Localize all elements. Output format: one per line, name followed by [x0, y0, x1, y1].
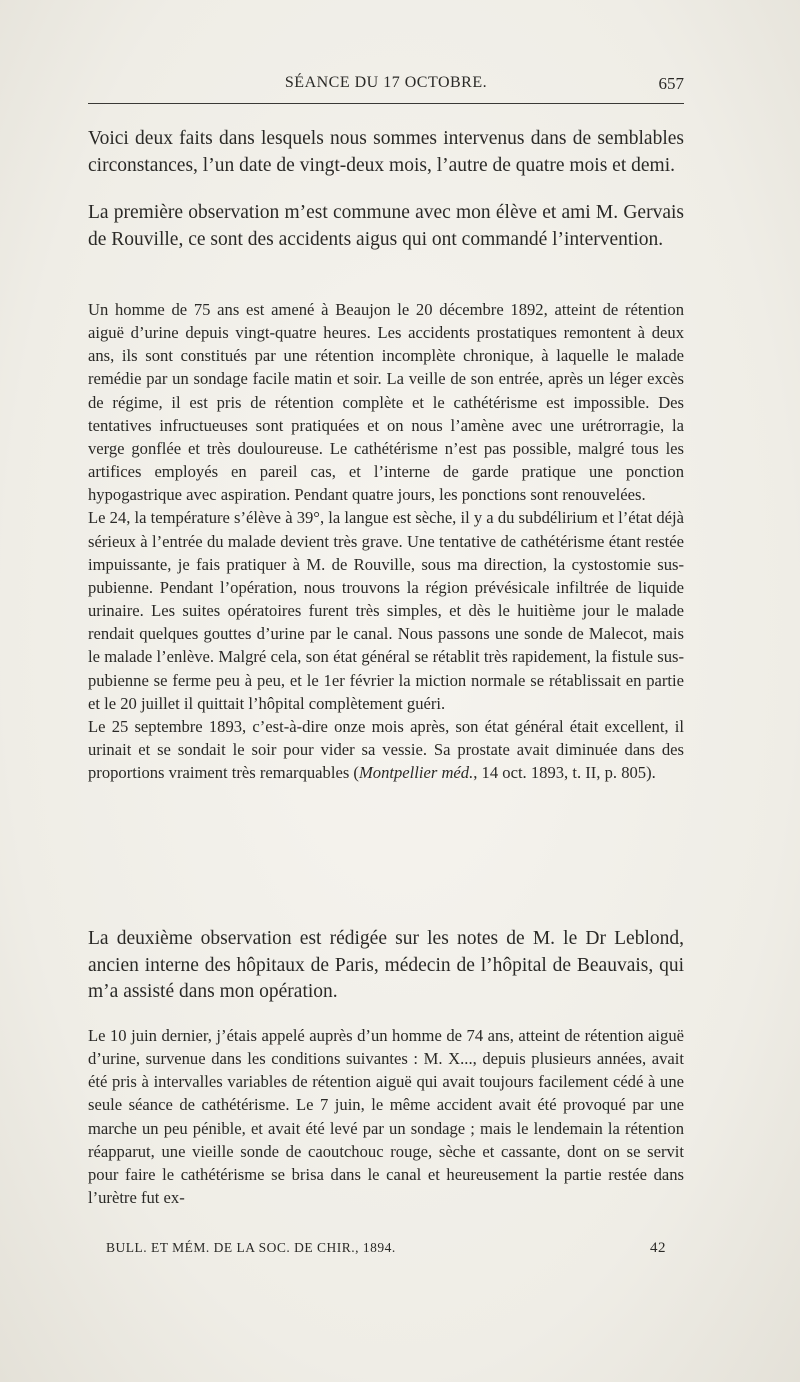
- paragraph-end: , 14 oct. 1893, t. II, p. 805).: [473, 763, 656, 783]
- footer: [106, 1240, 666, 1262]
- header-title: SÉANCE DU 17 OCTOBRE.: [284, 74, 488, 91]
- running-header: [88, 74, 684, 98]
- paragraph-text: Le 10 juin dernier, j’étais appelé auprès d’un homme de 74 ans, atteint de rétention aiguë d’urine, survenue dans les conditions suivantes : M. X..., depuis plusieurs années, avait été pris à intervalles variables de rétention aiguë qui avait toujours facilement cédé à une seule séance de cathétérisme. Le 7 juin, le même accident avait été provoqué par une marche un peu pénible, et avait été levé par un sondage ; mais le lendemain la rétention réapparut, une vieille sonde de caoutchouc rouge, sèche et cassante, dont on se servit pour faire le cathétérisme se brisa dans le canal et heureusement la partie restée dans l’urètre fut ex-: [88, 1026, 684, 1208]
- paragraph-text: La première observation m’est commune avec mon élève et ami M. Gervais de Rouville, ce sont des accidents aigus qui ont commandé l’intervention.: [88, 202, 684, 250]
- paragraph-second-observation: [88, 926, 684, 1006]
- paragraph-start: Le 25 septembre 1893, c’est-à-dire onze mois après, son état général était excellent, il urinait et se sondait le soir pour vider sa vessie. Sa prostate avait diminuée dans des proportions vraiment très remarquables (: [88, 716, 684, 783]
- paragraph-intro: [88, 126, 684, 179]
- footer-signature: 42: [650, 1240, 666, 1256]
- paragraph-text: Un homme de 75 ans est amené à Beaujon le 20 décembre 1892, atteint de rétention aiguë d’urine depuis vingt-quatre heures. Les accidents prostatiques remontent à deux ans, ils sont constitués par une rétention incomplète chronique, à laquelle le malade remédie par un sondage facile matin et soir. La veille de son entrée, après un léger excès de régime, il est pris de rétention complète et le cathétérisme est impossible. Des tentatives infructueuses sont pratiquées et on nous l’amène avec une urétrorragie, la verge gonflée et très douloureuse. Le cathétérisme n’est pas possible, malgré tous les artifices employés en pareil cas, et l’interne de garde pratique une ponction hypogastrique avec aspiration. Pendant quatre jours, les ponctions sont renouvelées.: [88, 300, 684, 505]
- case-report-one: [88, 298, 684, 784]
- header-rule: [88, 103, 684, 104]
- paragraph-first-observation: [88, 200, 684, 253]
- paragraph-text: [88, 715, 684, 784]
- case-report-two: [88, 1024, 684, 1209]
- paragraph-text: La deuxième observation est rédigée sur les notes de M. le Dr Leblond, ancien interne des hôpitaux de Paris, médecin de l’hôpital de Beauvais, qui m’a assisté dans mon opération.: [88, 928, 684, 1002]
- paragraph-text: Voici deux faits dans lesquels nous sommes intervenus dans de semblables circonstances, l’un date de vingt-deux mois, l’autre de quatre mois et demi.: [88, 128, 684, 176]
- paragraph-text: Le 24, la température s’élève à 39°, la langue est sèche, il y a du subdélirium et l’état déjà sérieux à l’entrée du malade devient très grave. Une tentative de cathétérisme étant restée impuissante, je fais pratiquer à M. de Rouville, sous ma direction, la cystostomie sus-pubienne. Pendant l’opération, nous trouvons la région prévésicale infiltrée de liquide urinaire. Les suites opératoires furent très simples, et dès le huitième jour le malade rendait quelques gouttes d’urine par le canal. Nous passons une sonde de Malecot, mais le malade l’enlève. Malgré cela, son état général se rétablit très rapidement, la fistule sus-pubienne se ferme peu à peu, et le 1er février la miction normale se rétablissait en partie et le 20 juillet il quittait l’hôpital complètement guéri.: [88, 508, 684, 713]
- footer-journal: BULL. ET MÉM. DE LA SOC. DE CHIR., 1894.: [106, 1240, 396, 1255]
- page-number: 657: [658, 74, 684, 93]
- citation-journal: Montpellier méd.: [358, 763, 474, 783]
